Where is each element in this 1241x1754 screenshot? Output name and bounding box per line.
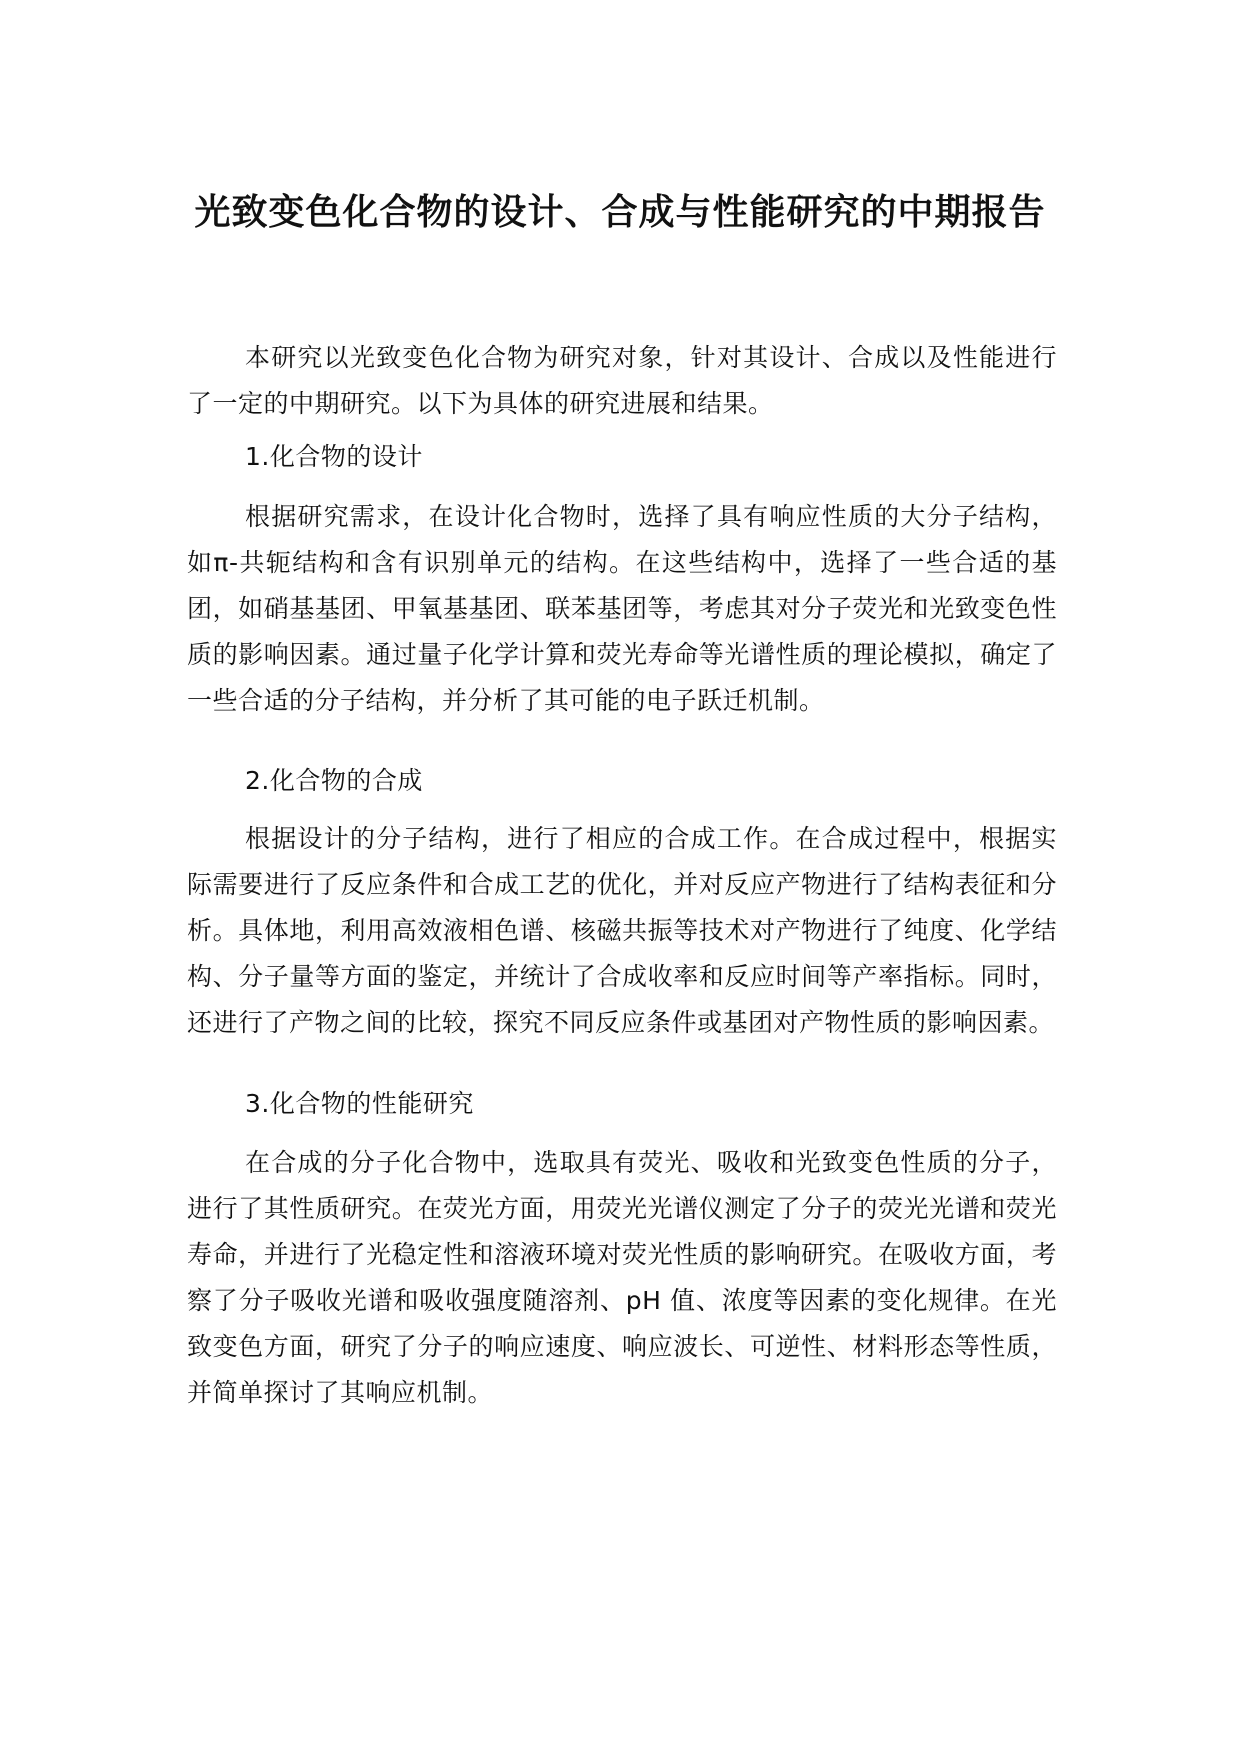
section-heading-synthesis: 2.化合物的合成 (245, 766, 423, 795)
document-title: 光致变色化合物的设计、合成与性能研究的中期报告 (194, 192, 1046, 233)
section-paragraph-design: 根据研究需求，在设计化合物时，选择了具有响应性质的大分子结构，如π-共轭结构和含有识别单元的结构。在这些结构中，选择了一些合适的基团，如硝基基团、甲氧基基团、联苯基团等，考虑其对分子荧光和光致变色性质的影响因素。通过量子化学计算和荧光寿命等光谱性质的理论模拟，确定了一些合适的分子结构，并分析了其可能的电子跃迁机制。 (187, 502, 1057, 715)
section-paragraph-performance: 在合成的分子化合物中，选取具有荧光、吸收和光致变色性质的分子，进行了其性质研究。在荧光方面，用荧光光谱仪测定了分子的荧光光谱和荧光寿命，并进行了光稳定性和溶液环境对荧光性质的影响研究。在吸收方面，考察了分子吸收光谱和吸收强度随溶剂、pH 值、浓度等因素的变化规律。在光致变色方面，研究了分子的响应速度、响应波长、可逆性、材料形态等性质，并简单探讨了其响应机制。 (187, 1148, 1057, 1407)
intro-paragraph: 本研究以光致变色化合物为研究对象，针对其设计、合成以及性能进行了一定的中期研究。以下为具体的研究进展和结果。 (187, 343, 1057, 418)
section-paragraph-synthesis: 根据设计的分子结构，进行了相应的合成工作。在合成过程中，根据实际需要进行了反应条件和合成工艺的优化，并对反应产物进行了结构表征和分析。具体地，利用高效液相色谱、核磁共振等技术对产物进行了纯度、化学结构、分子量等方面的鉴定，并统计了合成收率和反应时间等产率指标。同时，还进行了产物之间的比较，探究不同反应条件或基团对产物性质的影响因素。 (187, 824, 1057, 1037)
section-heading-performance: 3.化合物的性能研究 (245, 1089, 474, 1118)
section-heading-design: 1.化合物的设计 (245, 442, 423, 471)
